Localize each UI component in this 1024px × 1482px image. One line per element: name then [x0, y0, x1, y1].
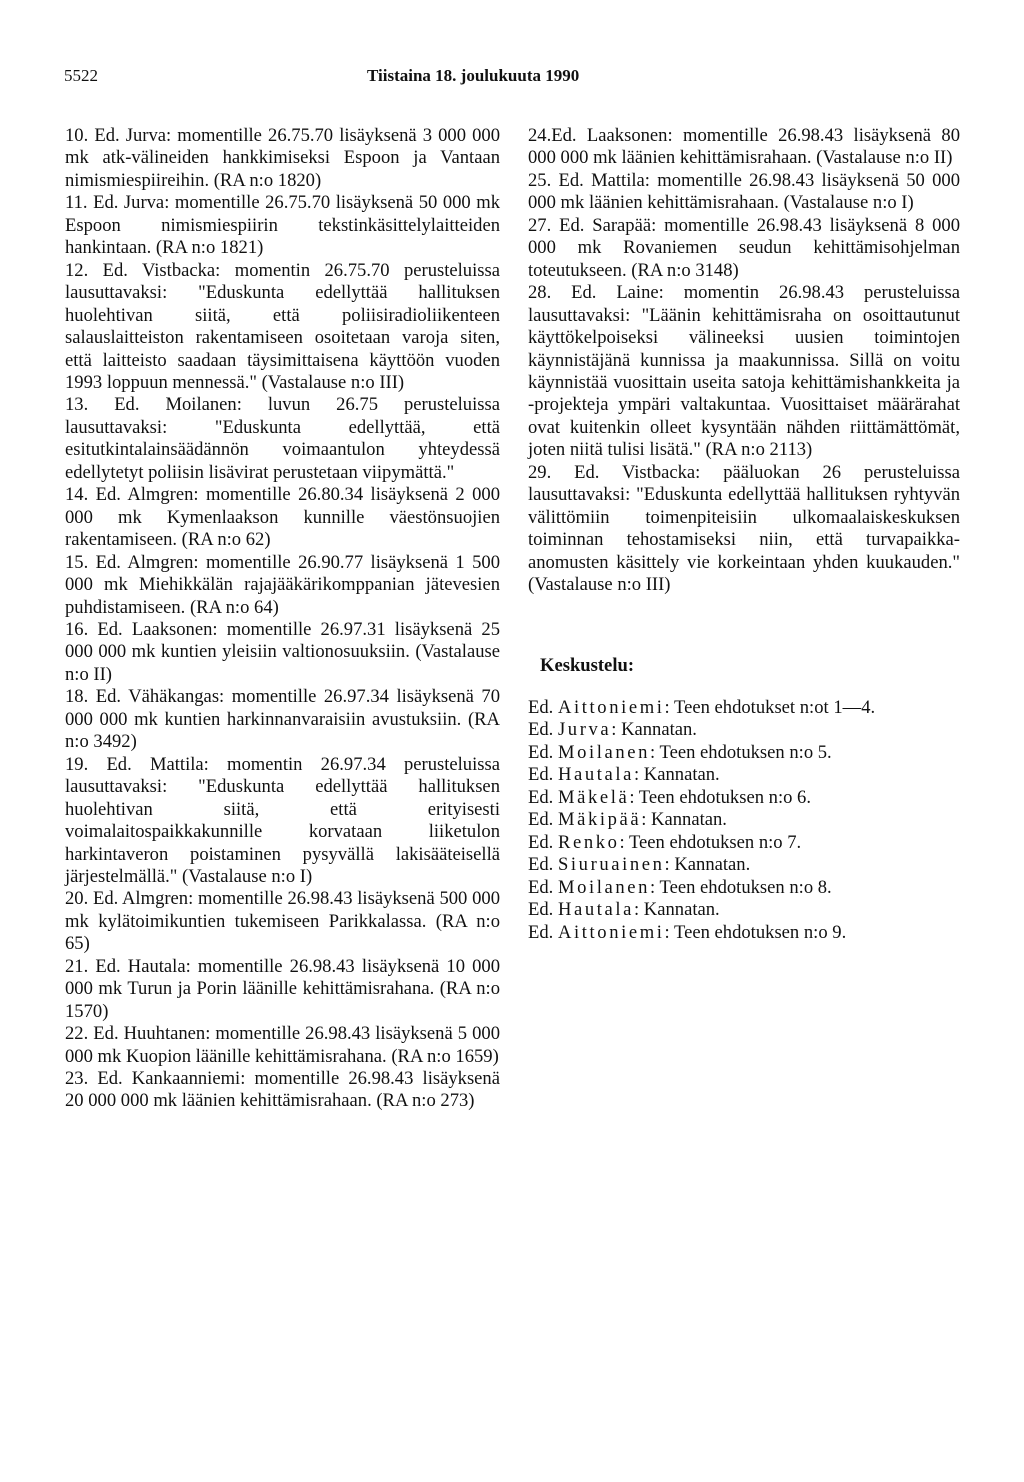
list-item: 12. Ed. Vistbacka: momentin 26.75.70 perusteluissa lausuttavaksi: "Eduskunta edellyttää hallituksen huolehtivan siitä, että poliisiradioliikenteen salauslaitteiston rakentamiseen osoitetaan varoja siten, että laitteisto saadaan täysimittaisena käyttöön vuoden 1993 loppuun mennessä." (Vastalause n:o III): [65, 259, 500, 393]
speech-prefix: Ed.: [528, 854, 554, 876]
page-number: 5522: [64, 66, 98, 85]
speaker-name: Jurva: [557, 719, 612, 741]
speech-entry: [528, 697, 960, 719]
speaker-name: Aittoniemi: [557, 696, 665, 718]
speaker-name: Mäkelä: [557, 786, 630, 808]
speech-prefix: Ed.: [528, 831, 554, 853]
list-item: 13. Ed. Moilanen: luvun 26.75 perusteluissa lausuttavaksi: "Eduskunta edellyttää, että esitutkintalainsäädännön voimaantulon yhteydessä edellytetyt poliisin lisävirat perustetaan viipymättä.": [65, 394, 500, 483]
speech-entry: [528, 787, 960, 809]
speech-prefix: Ed.: [528, 921, 554, 943]
right-items: [528, 125, 960, 597]
speech-text: : Teen ehdotukset n:ot 1—4.: [664, 696, 876, 718]
right-column: [528, 125, 960, 944]
speech-entry: [528, 922, 960, 944]
speaker-name: Aittoniemi: [557, 921, 665, 943]
list-item: 22. Ed. Huuhtanen: momentille 26.98.43 lisäyksenä 5 000 000 mk Kuopion läänille kehittämisrahana. (RA n:o 1659): [65, 1023, 500, 1067]
speaker-name: Moilanen: [557, 876, 651, 898]
discussion-heading: Keskustelu:: [540, 654, 635, 676]
list-item: 27. Ed. Sarapää: momentille 26.98.43 lisäyksenä 8 000 000 mk Rovaniemen seudun kehittämisohjelman toteutukseen. (RA n:o 3148): [528, 214, 960, 281]
speech-entry: [528, 854, 960, 876]
speech-entry: [528, 742, 960, 764]
speaker-name: Mäkipää: [557, 809, 642, 831]
speech-entry: [528, 809, 960, 831]
speech-text: : Teen ehdotuksen n:o 5.: [650, 741, 832, 763]
speaker-name: Moilanen: [557, 741, 651, 763]
speech-prefix: Ed.: [528, 876, 554, 898]
list-item: 28. Ed. Laine: momentin 26.98.43 perusteluissa lausuttavaksi: "Läänin kehittämisraha on osoittautunut käyttökelpoiseksi välineeksi uusien toimintojen käynnistäjänä kunnissa ja maakunnissa. Sillä on voitu käynnistää vuosittain useita satoja kehittämishankkeita ja -projekteja ympäri valtakuntaa. Vuosittaiset määrärahat ovat kuitenkin olleet kysyntään nähden riittämättömät, joten niitä tulisi lisätä." (RA n:o 2113): [528, 282, 960, 461]
speech-prefix: Ed.: [528, 786, 554, 808]
speech-prefix: Ed.: [528, 741, 554, 763]
page-header: [64, 66, 964, 90]
list-item: 29. Ed. Vistbacka: pääluokan 26 perusteluissa lausuttavaksi: "Eduskunta edellyttää hallituksen ryhtyvän välittömiin toimenpiteisiin ulkomaalaiskeskuksen toiminnan tehostamiseksi niin, että turvapaikka-anomusten käsittely vie korkeintaan yhden kuukauden." (Vastalause n:o III): [528, 461, 960, 596]
speech-entry: [528, 832, 960, 854]
speaker-name: Hautala: [557, 764, 634, 786]
speech-text: : Teen ehdotuksen n:o 9.: [664, 921, 847, 943]
discussion-list: [528, 697, 960, 944]
speech-text: : Teen ehdotuksen n:o 7.: [619, 831, 802, 853]
list-item: 23. Ed. Kankaanniemi: momentille 26.98.43 lisäyksenä 20 000 000 mk läänien kehittämisrahaan. (RA n:o 273): [65, 1068, 500, 1112]
list-item: 21. Ed. Hautala: momentille 26.98.43 lisäyksenä 10 000 000 mk Turun ja Porin läänille kehittämisrahana. (RA n:o 1570): [65, 955, 500, 1022]
speech-text: : Kannatan.: [633, 764, 720, 786]
speech-text: : Teen ehdotuksen n:o 6.: [629, 786, 812, 808]
speech-entry: [528, 899, 960, 921]
speech-text: : Kannatan.: [611, 719, 697, 741]
speech-text: : Teen ehdotuksen n:o 8.: [650, 876, 832, 898]
speech-prefix: Ed.: [528, 809, 554, 831]
speech-text: : Kannatan.: [641, 809, 727, 831]
speech-entry: [528, 877, 960, 899]
speaker-name: Renko: [557, 831, 620, 853]
list-item: 20. Ed. Almgren: momentille 26.98.43 lisäyksenä 500 000 mk kylätoimikuntien tukemiseen Parikkalassa. (RA n:o 65): [65, 888, 500, 955]
speech-prefix: Ed.: [528, 696, 554, 718]
list-item: 10. Ed. Jurva: momentille 26.75.70 lisäyksenä 3 000 000 mk atk-välineiden hankkimiseksi Espoon ja Vantaan nimismiespiireihin. (RA n:o 1820): [65, 125, 500, 191]
speech-text: : Kannatan.: [633, 899, 720, 921]
speech-prefix: Ed.: [528, 899, 554, 921]
list-item: 25. Ed. Mattila: momentille 26.98.43 lisäyksenä 50 000 000 mk läänien kehittämisrahaan. (Vastalause n:o I): [528, 169, 960, 214]
list-item: 19. Ed. Mattila: momentin 26.97.34 perusteluissa lausuttavaksi: "Eduskunta edellyttää hallituksen huolehtivan siitä, että erityisesti voimalaitospaikkakunnille korvataan liiketulon harkintaveron poistaminen pysyvällä lakisääteisellä järjestelmällä." (Vastalause n:o I): [65, 753, 500, 887]
speech-prefix: Ed.: [528, 719, 554, 741]
speech-prefix: Ed.: [528, 764, 554, 786]
list-item: 11. Ed. Jurva: momentille 26.75.70 lisäyksenä 50 000 mk Espoon nimismiespiirin tekstinkäsittelylaitteiden hankintaan. (RA n:o 1821): [65, 192, 500, 259]
speech-text: : Kannatan.: [664, 854, 751, 876]
running-title: Tiistaina 18. joulukuuta 1990: [367, 66, 580, 85]
speech-entry: [528, 764, 960, 786]
list-item: 18. Ed. Vähäkangas: momentille 26.97.34 lisäyksenä 70 000 000 mk kuntien harkinnanvaraisiin avustuksiin. (RA n:o 3492): [65, 686, 500, 753]
list-item: 16. Ed. Laaksonen: momentille 26.97.31 lisäyksenä 25 000 000 mk kuntien yleisiin valtionosuuksiin. (Vastalause n:o II): [65, 618, 500, 685]
speaker-name: Siuruainen: [557, 854, 665, 876]
left-column: [65, 125, 500, 1113]
list-item: 24.Ed. Laaksonen: momentille 26.98.43 lisäyksenä 80 000 000 mk läänien kehittämisrahaan. (Vastalause n:o II): [528, 125, 960, 169]
speech-entry: [528, 719, 960, 741]
speaker-name: Hautala: [557, 899, 634, 921]
list-item: 14. Ed. Almgren: momentille 26.80.34 lisäyksenä 2 000 000 mk Kymenlaakson kunnille väestönsuojien rakentamiseen. (RA n:o 62): [65, 484, 500, 551]
list-item: 15. Ed. Almgren: momentille 26.90.77 lisäyksenä 1 500 000 mk Miehikkälän rajajääkärikomppanian jätevesien puhdistamiseen. (RA n:o 64): [65, 551, 500, 618]
